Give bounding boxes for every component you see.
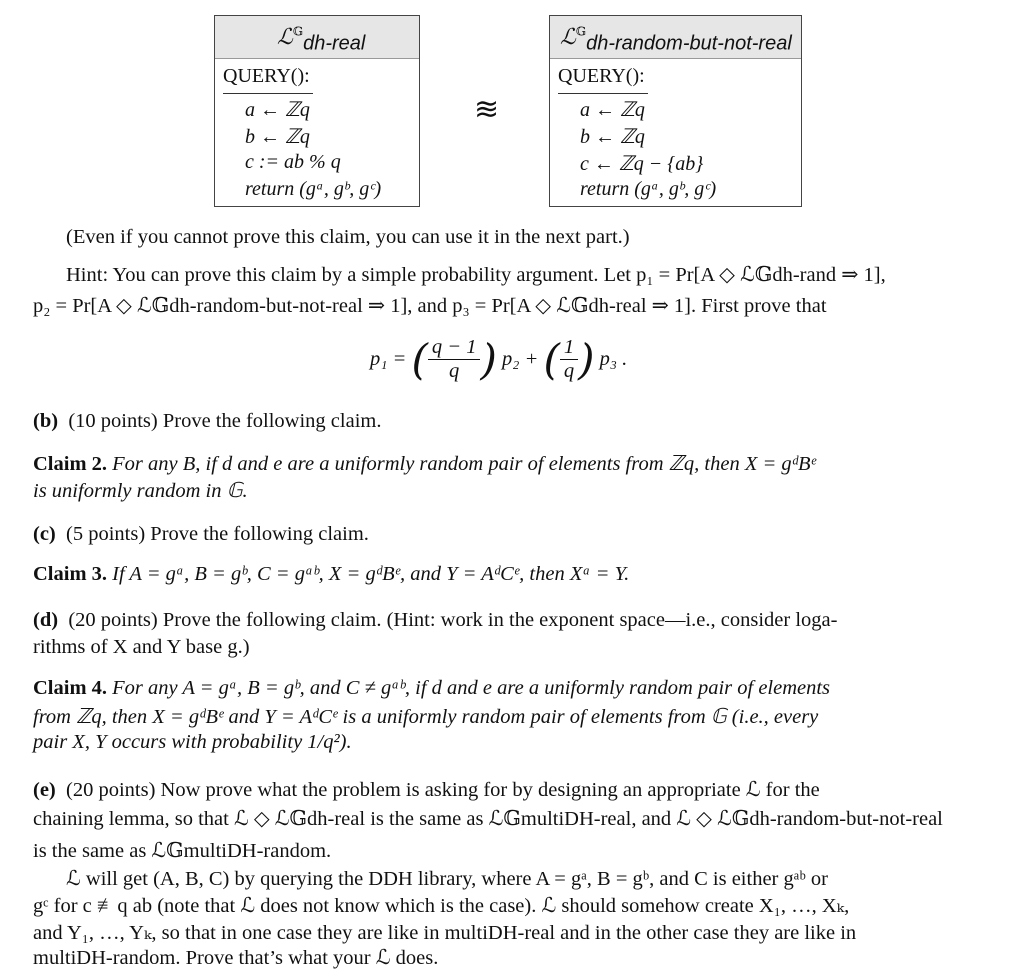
hint-line-2: p₂ = Pr[A ◇ ℒ𝔾dh-random-but-not-real ⇒ 1], and p₃ = Pr[A ◇ ℒ𝔾dh-real ⇒ 1]. First prove that xyxy=(33,295,827,317)
paren: ( xyxy=(411,335,428,384)
hint-line-1: Hint: You can prove this claim by a simple probability argument. Let p₁ = Pr[A ◇ ℒ𝔾dh-rand ⇒ 1], xyxy=(66,264,886,286)
code-line: c ← ℤq − {ab} xyxy=(580,153,704,175)
equation xyxy=(370,335,627,384)
part-b xyxy=(33,410,381,433)
divider xyxy=(223,93,313,94)
fraction xyxy=(428,336,481,383)
fraction-denominator: q xyxy=(563,360,575,382)
final-paragraph-line-1: ℒ will get (A, B, C) by querying the DDH library, where A = gᵃ, B = gᵇ, and C is either gᵃᵇ or xyxy=(66,868,828,890)
library-title xyxy=(560,24,792,55)
claim-3 xyxy=(33,563,629,586)
claim-text: For any A = gᵃ, B = gᵇ, and C ≠ gᵃᵇ, if d and e are a uniformly random pair of elements xyxy=(112,677,831,699)
part-label: (d) xyxy=(33,609,59,631)
code-line: c := ab % q xyxy=(245,151,341,173)
divider xyxy=(558,93,648,94)
library-title-subscript: dh-random-but-not-real xyxy=(586,32,792,55)
claim-4-line-1 xyxy=(33,677,830,700)
query-label: QUERY(): xyxy=(558,65,645,87)
claim-text: If A = gᵃ, B = gᵇ, C = gᵃᵇ, X = gᵈBᵉ, and Y = AᵈCᵉ, then Xᵃ = Y. xyxy=(112,563,630,585)
part-e-line-2: chaining lemma, so that ℒ ◇ ℒ𝔾dh-real is the same as ℒ𝔾multiDH-real, and ℒ ◇ ℒ𝔾dh-random-but-not-real xyxy=(33,808,943,830)
part-text: (10 points) Prove the following claim. xyxy=(68,410,382,432)
part-text: (5 points) Prove the following claim. xyxy=(66,523,369,545)
part-label: (c) xyxy=(33,523,56,545)
final-paragraph-line-3: and Y₁, …, Yₖ, so that in one case they are like in multiDH-real and in the other case they are like in xyxy=(33,922,857,944)
claim-label: Claim 3. xyxy=(33,563,108,585)
note-even-if: (Even if you cannot prove this claim, you can use it in the next part.) xyxy=(66,226,630,248)
paren: ( xyxy=(543,335,560,384)
fraction-numerator: 1 xyxy=(560,336,578,360)
paren: ) xyxy=(578,335,595,384)
part-c xyxy=(33,523,369,546)
part-label: (e) xyxy=(33,779,56,801)
equation-rhs: p₃ . xyxy=(599,348,628,370)
code-line: b ← ℤq xyxy=(580,126,645,148)
claim-text: For any B, if d and e are a uniformly random pair of elements from ℤq, then X = gᵈBᵉ xyxy=(112,453,816,475)
part-d-line-1 xyxy=(33,609,837,632)
final-paragraph-line-4: multiDH-random. Prove that’s what your ℒ does. xyxy=(33,947,439,969)
code-line: b ← ℤq xyxy=(245,126,310,148)
part-text: (20 points) Now prove what the problem is asking for by designing an appropriate ℒ for the xyxy=(66,779,820,801)
paren: ) xyxy=(480,335,497,384)
query-label: QUERY(): xyxy=(223,65,310,87)
part-label: (b) xyxy=(33,410,59,432)
part-e-line-1 xyxy=(33,777,820,802)
claim-2-line-2: is uniformly random in 𝔾. xyxy=(33,480,248,502)
library-title-group: 𝔾 xyxy=(575,24,587,39)
library-title-symbol: ℒ xyxy=(560,24,576,49)
claim-4-line-2: from ℤq, then X = gᵈBᵉ and Y = AᵈCᵉ is a uniformly random pair of elements from 𝔾 (i.e., every xyxy=(33,706,819,728)
library-box-dh-real xyxy=(214,15,420,207)
approx-symbol: ≋ xyxy=(474,93,500,126)
library-header xyxy=(550,16,801,59)
claim-4-line-3: pair X, Y occurs with probability 1/q²). xyxy=(33,731,352,753)
code-line: a ← ℤq xyxy=(245,99,310,121)
claim-label: Claim 2. xyxy=(33,453,108,475)
fraction-denominator: q xyxy=(449,360,460,382)
library-header xyxy=(215,16,419,59)
library-box-dh-random-but-not-real xyxy=(549,15,802,207)
library-title-symbol: ℒ xyxy=(277,24,293,49)
equation-lhs: p₁ = xyxy=(370,348,407,370)
fraction-numerator: q − 1 xyxy=(428,336,481,360)
library-title-subscript: dh-real xyxy=(303,32,366,55)
library-title-group: 𝔾 xyxy=(292,24,304,39)
final-paragraph-line-2: gᶜ for c ≢q ab (note that ℒ does not know which is the case). ℒ should somehow create X₁, …, Xₖ, xyxy=(33,895,850,917)
part-e-line-3: is the same as ℒ𝔾multiDH-random. xyxy=(33,840,332,862)
part-d-line-2: rithms of X and Y base g.) xyxy=(33,636,250,658)
library-title xyxy=(277,24,365,55)
code-line: return (gᵃ, gᵇ, gᶜ) xyxy=(580,178,717,200)
code-line: return (gᵃ, gᵇ, gᶜ) xyxy=(245,178,382,200)
equation-middle: p₂ + xyxy=(501,348,539,370)
fraction xyxy=(560,336,578,383)
code-line: a ← ℤq xyxy=(580,99,645,121)
claim-2-line-1 xyxy=(33,451,816,476)
claim-label: Claim 4. xyxy=(33,677,108,699)
part-text: (20 points) Prove the following claim. (Hint: work in the exponent space—i.e., consider loga- xyxy=(68,609,838,631)
